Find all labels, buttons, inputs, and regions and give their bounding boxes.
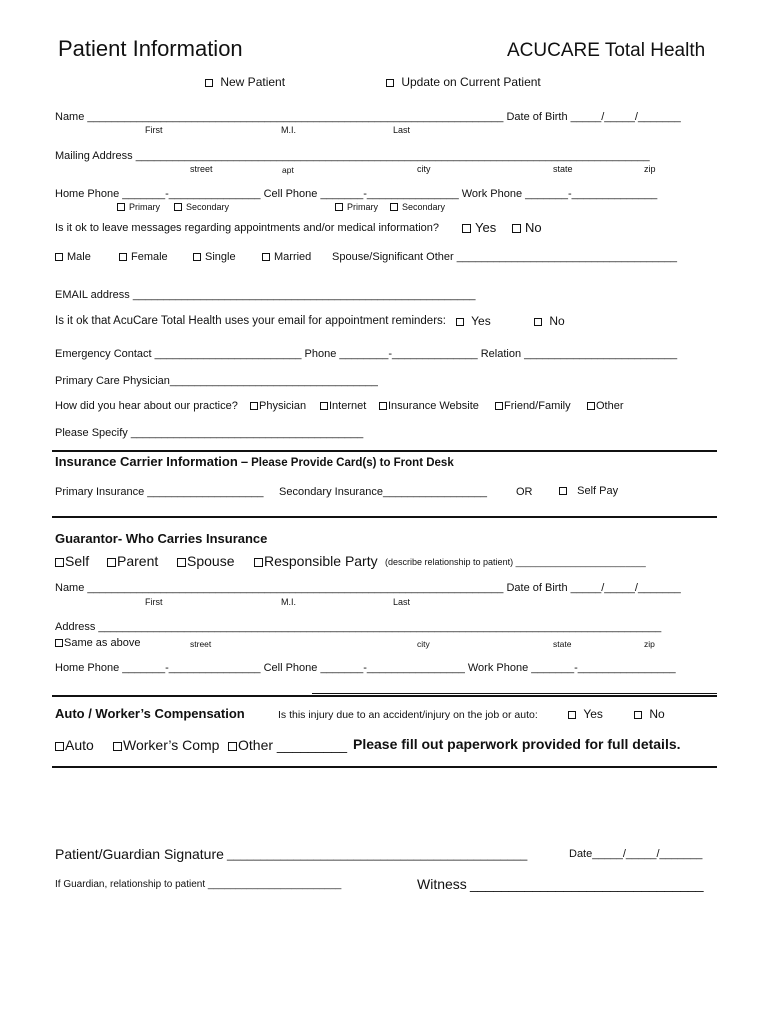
parent-label: Parent: [117, 553, 159, 569]
checkbox-icon: [228, 742, 237, 751]
city-sublabel: city: [417, 639, 430, 649]
leave-msg-no-checkbox[interactable]: [512, 221, 542, 234]
spouse-field[interactable]: Spouse/Significant Other ____________________________________: [332, 251, 677, 263]
male-label: Male: [67, 251, 91, 263]
leave-messages-question: Is it ok to leave messages regarding appointments and/or medical information?: [55, 222, 439, 234]
checkbox-icon: [55, 558, 64, 567]
primary-label: Primary: [347, 202, 378, 212]
yes-label: Yes: [475, 220, 497, 235]
home-primary-checkbox[interactable]: [117, 203, 160, 212]
last-sublabel: Last: [393, 125, 411, 135]
secondary-label: Secondary: [186, 202, 230, 212]
section-divider: [52, 766, 717, 768]
female-checkbox[interactable]: [119, 252, 168, 263]
yes-label: Yes: [583, 707, 603, 721]
internet-checkbox[interactable]: [320, 401, 366, 412]
apt-sublabel: apt: [282, 165, 294, 175]
email-ok-no-checkbox[interactable]: [534, 315, 565, 327]
other-referral-checkbox[interactable]: [587, 401, 624, 412]
auto-label: Auto: [65, 737, 94, 753]
checkbox-icon: [177, 558, 186, 567]
checkbox-icon: [534, 318, 542, 326]
checkbox-icon: [379, 402, 387, 410]
other-comp-field[interactable]: _________: [276, 737, 347, 753]
street-sublabel: street: [190, 164, 213, 174]
signature-field[interactable]: _____________________________________________: [227, 847, 528, 861]
checkbox-icon: [456, 318, 464, 326]
physician-checkbox[interactable]: [250, 401, 306, 412]
other-label: Other: [238, 737, 274, 753]
no-label: No: [549, 314, 565, 328]
patient-phones-field[interactable]: Home Phone _______-_______________ Cell Phone _______-_______________ Work Phone _______-______________: [55, 188, 658, 200]
single-label: Single: [205, 251, 236, 263]
guarantor-address-field[interactable]: Address ____________________________________________________________________________________________: [55, 621, 662, 633]
auto-section-header: Auto / Worker’s Compensation: [55, 706, 245, 721]
checkbox-icon: [634, 711, 642, 719]
workers-comp-label: Worker’s Comp: [123, 737, 220, 753]
checkbox-icon: [262, 253, 270, 261]
mi-sublabel: M.I.: [281, 125, 296, 135]
guarantor-responsible-checkbox[interactable]: [254, 554, 378, 568]
street-sublabel: street: [190, 639, 212, 649]
insurance-dash: –: [240, 454, 249, 469]
checkbox-icon: [587, 402, 595, 410]
checkbox-icon: [390, 203, 398, 211]
internet-label: Internet: [329, 400, 367, 412]
checkbox-icon: [335, 203, 343, 211]
secondary-label: Secondary: [402, 202, 446, 212]
mailing-address-field[interactable]: Mailing Address ____________________________________________________________________________________: [55, 150, 650, 162]
checkbox-icon: [113, 742, 122, 751]
self-pay-checkbox[interactable]: [559, 486, 618, 497]
signature-date-field[interactable]: Date_____/_____/_______: [569, 848, 703, 860]
please-specify-field[interactable]: Please Specify ______________________________________: [55, 427, 364, 439]
first-sublabel: First: [145, 597, 163, 607]
accident-question: Is this injury due to an accident/injury on the job or auto:: [278, 709, 538, 721]
city-sublabel: city: [417, 164, 431, 174]
insurance-subtitle: Please Provide Card(s) to Front Desk: [251, 457, 454, 469]
checkbox-icon: [568, 711, 576, 719]
checkbox-icon: [462, 224, 471, 233]
checkbox-icon: [250, 402, 258, 410]
last-sublabel: Last: [393, 597, 411, 607]
accident-no-checkbox[interactable]: [634, 708, 665, 720]
insurance-section-header: [55, 455, 454, 470]
update-patient-label: Update on Current Patient: [401, 75, 541, 89]
married-label: Married: [274, 251, 312, 263]
spouse-label: Spouse: [187, 553, 235, 569]
checkbox-icon: [193, 253, 201, 261]
single-checkbox[interactable]: [193, 252, 236, 263]
primary-care-physician-field[interactable]: Primary Care Physician__________________________________: [55, 375, 378, 387]
new-patient-checkbox[interactable]: [205, 76, 285, 88]
guarantor-section-header: Guarantor- Who Carries Insurance: [55, 531, 268, 546]
guarantor-spouse-checkbox[interactable]: [177, 554, 234, 568]
checkbox-icon: [107, 558, 116, 567]
self-label: Self: [65, 553, 90, 569]
auto-checkbox[interactable]: [55, 738, 94, 752]
leave-msg-yes-checkbox[interactable]: [462, 221, 496, 234]
section-divider: [52, 450, 717, 452]
yes-label: Yes: [471, 314, 491, 328]
guarantor-phones-field[interactable]: Home Phone _______-_______________ Cell Phone _______-________________ Work Phone _______-________________: [55, 662, 676, 674]
mi-sublabel: M.I.: [281, 597, 296, 607]
or-label: OR: [516, 486, 533, 498]
checkbox-icon: [386, 79, 394, 87]
responsible-party-label: Responsible Party: [264, 553, 378, 569]
other-comp-checkbox[interactable]: [228, 738, 347, 752]
primary-insurance-field[interactable]: Primary Insurance ___________________: [55, 486, 264, 498]
checkbox-icon: [55, 639, 63, 647]
guarantor-parent-checkbox[interactable]: [107, 554, 158, 568]
secondary-insurance-field[interactable]: Secondary Insurance_________________: [279, 486, 487, 498]
checkbox-icon: [205, 79, 213, 87]
no-label: No: [649, 707, 665, 721]
workers-comp-checkbox[interactable]: [113, 738, 219, 752]
checkbox-icon: [320, 402, 328, 410]
checkbox-icon: [119, 253, 127, 261]
zip-sublabel: zip: [644, 164, 656, 174]
accident-yes-checkbox[interactable]: [568, 708, 603, 720]
state-sublabel: state: [553, 164, 573, 174]
brand-name: ACUCARE Total Health: [507, 40, 706, 61]
witness-field[interactable]: ______________________________: [470, 876, 704, 892]
cell-secondary-checkbox[interactable]: [390, 203, 445, 212]
checkbox-icon: [495, 402, 503, 410]
patient-name-field[interactable]: Name ____________________________________________________________________ Date of Birth _____/_____/_______: [55, 111, 681, 123]
email-reminder-question: Is it ok that AcuCare Total Health uses your email for appointment reminders:: [55, 315, 446, 327]
friend-family-label: Friend/Family: [504, 400, 571, 412]
paperwork-notice: Please fill out paperwork provided for full details.: [353, 736, 681, 752]
first-sublabel: First: [145, 125, 163, 135]
checkbox-icon: [55, 742, 64, 751]
section-divider: [52, 695, 717, 697]
checkbox-icon: [559, 487, 567, 495]
married-checkbox[interactable]: [262, 252, 311, 263]
zip-sublabel: zip: [644, 639, 655, 649]
female-label: Female: [131, 251, 168, 263]
insurance-website-label: Insurance Website: [388, 400, 479, 412]
signature-label: Patient/Guardian Signature: [55, 846, 224, 862]
insurance-website-checkbox[interactable]: [379, 401, 479, 412]
checkbox-icon: [55, 253, 63, 261]
guarantor-name-field[interactable]: Name ____________________________________________________________________ Date of Birth _____/_____/_______: [55, 582, 681, 594]
new-patient-label: New Patient: [220, 75, 286, 89]
same-as-above-label: Same as above: [64, 637, 141, 649]
section-divider: [312, 693, 717, 694]
self-pay-label: Self Pay: [577, 485, 619, 497]
referral-question: How did you hear about our practice?: [55, 400, 238, 412]
guardian-relationship-field[interactable]: If Guardian, relationship to patient ________________________: [55, 879, 342, 890]
email-ok-yes-checkbox[interactable]: [456, 315, 491, 327]
guarantor-self-checkbox[interactable]: [55, 554, 89, 568]
section-divider: [52, 516, 717, 518]
cell-primary-checkbox[interactable]: [335, 203, 378, 212]
update-patient-checkbox[interactable]: [386, 76, 541, 88]
page-title: Patient Information: [58, 36, 243, 61]
emergency-contact-field[interactable]: Emergency Contact ________________________ Phone ________-______________ Relation _________________________: [55, 348, 678, 360]
witness-label: Witness: [417, 876, 467, 892]
checkbox-icon: [117, 203, 125, 211]
same-as-above-checkbox[interactable]: [55, 638, 140, 649]
home-secondary-checkbox[interactable]: [174, 203, 229, 212]
friend-family-checkbox[interactable]: [495, 401, 571, 412]
insurance-title: Insurance Carrier Information: [55, 454, 238, 469]
male-checkbox[interactable]: [55, 252, 91, 263]
other-label: Other: [596, 400, 624, 412]
relationship-describe-field[interactable]: (describe relationship to patient) __________________________: [385, 557, 646, 567]
checkbox-icon: [512, 224, 521, 233]
no-label: No: [525, 220, 542, 235]
state-sublabel: state: [553, 639, 572, 649]
checkbox-icon: [254, 558, 263, 567]
primary-label: Primary: [129, 202, 160, 212]
physician-label: Physician: [259, 400, 307, 412]
checkbox-icon: [174, 203, 182, 211]
email-field[interactable]: EMAIL address ________________________________________________________: [55, 289, 476, 301]
